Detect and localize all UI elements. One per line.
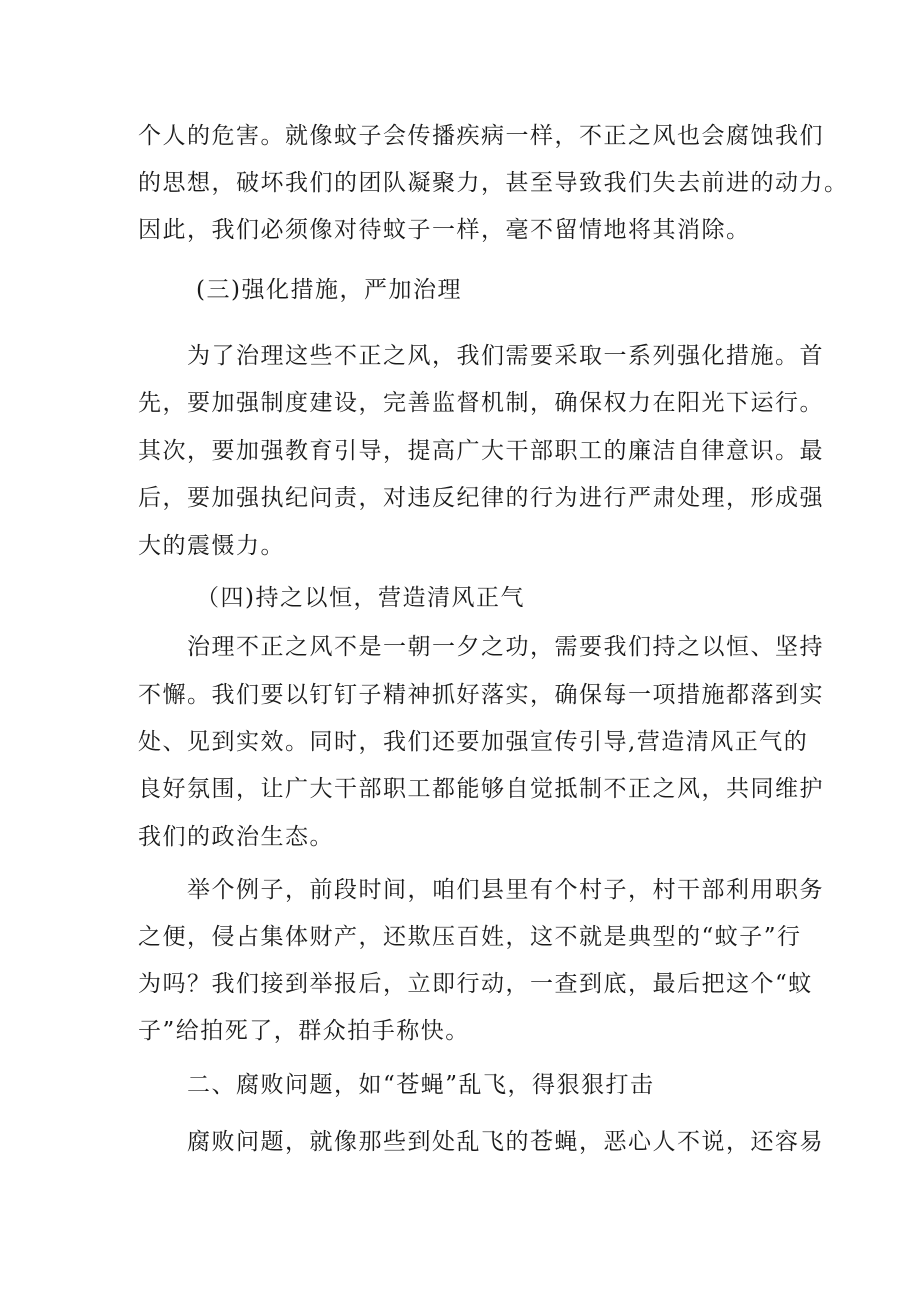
paragraph-line: 为了治理这些不正之风，我们需要采取一系列强化措施。首 — [187, 343, 824, 369]
paragraph-line: 为吗？我们接到举报后，立即行动，一查到底，最后把这个“蚊 — [138, 971, 813, 997]
paragraph-line: 腐败问题，就像那些到处乱飞的苍蝇，恶心人不说，还容易 — [187, 1129, 824, 1155]
section-heading: （四)持之以恒，营造清风正气 — [196, 585, 525, 611]
paragraph-line: 因此，我们必须像对待蚊子一样，毫不留情地将其消除。 — [138, 217, 751, 243]
paragraph-line: 良好氛围，让广大干部职工都能够自觉抵制不正之风，共同维护 — [138, 776, 824, 802]
paragraph-line: 其次，要加强教育引导，提高广大干部职工的廉洁自律意识。最 — [138, 438, 824, 464]
paragraph-line: 不懈。我们要以钉钉子精神抓好落实，确保每一项措施都落到实 — [138, 682, 824, 708]
paragraph-line: 的思想，破坏我们的团队凝聚力，甚至导致我们失去前进的动力。 — [138, 170, 849, 196]
paragraph-line: 举个例子，前段时间，咱们县里有个村子，村干部利用职务 — [187, 877, 824, 903]
paragraph-line: 先，要加强制度建设，完善监督机制，确保权力在阳光下运行。 — [138, 390, 824, 416]
section-heading: (三)强化措施，严加治理 — [196, 277, 462, 303]
paragraph-line: 子”给拍死了，群众拍手称快。 — [138, 1018, 470, 1044]
paragraph-line: 我们的政治生态。 — [138, 824, 334, 850]
section-heading: 二、腐败问题，如“苍蝇”乱飞，得狠狠打击 — [187, 1072, 655, 1098]
paragraph-line: 后，要加强执纪问责，对违反纪律的行为进行严肃处理，形成强 — [138, 485, 824, 511]
paragraph-line: 大的震慑力。 — [138, 533, 285, 559]
paragraph-line: 处、见到实效。同时，我们还要加强宣传引导,营造清风正气的 — [138, 729, 809, 755]
paragraph-line: 治理不正之风不是一朝一夕之功，需要我们持之以恒、坚持 — [187, 634, 824, 660]
paragraph-line: 之便，侵占集体财产，还欺压百姓，这不就是典型的“蚊子”行 — [138, 924, 802, 950]
paragraph-line: 个人的危害。就像蚊子会传播疾病一样，不正之风也会腐蚀我们 — [138, 123, 824, 149]
